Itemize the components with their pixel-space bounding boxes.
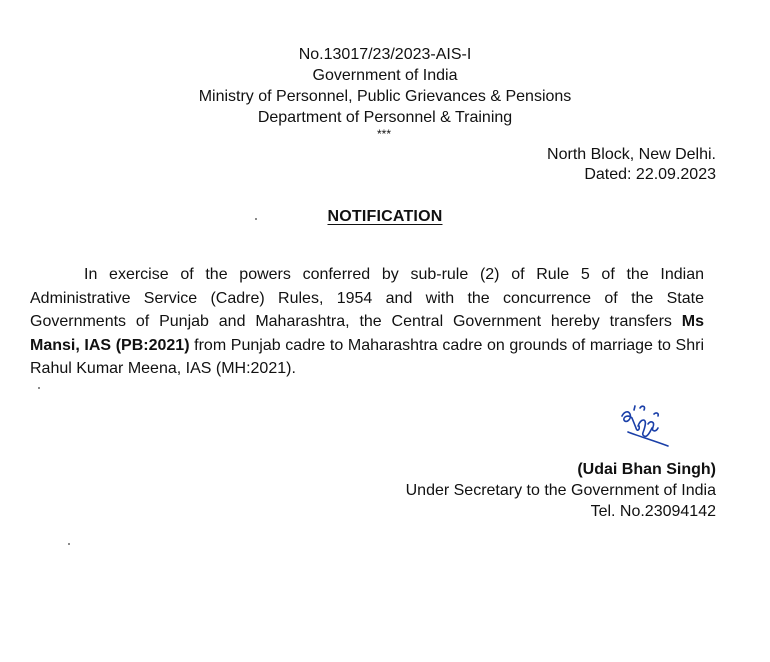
letterhead	[0, 44, 770, 140]
signature-block	[406, 459, 716, 522]
scan-speck	[68, 543, 70, 545]
notification-body	[30, 263, 704, 381]
scan-speck	[38, 387, 40, 389]
signatory-name: (Udai Bhan Singh)	[577, 461, 716, 478]
document-title: NOTIFICATION	[327, 208, 443, 225]
handwritten-signature	[614, 402, 670, 450]
signatory-designation: Under Secretary to the Government of India	[405, 482, 716, 499]
department-name: Department of Personnel & Training	[257, 109, 513, 126]
location: North Block, New Delhi.	[547, 146, 716, 163]
signatory-telephone: Tel. No.23094142	[590, 503, 716, 520]
separator-stars: ***	[376, 127, 391, 141]
officer-name: Ms Mansi, IAS (PB:2021)	[30, 313, 704, 354]
date: Dated: 22.09.2023	[584, 166, 716, 183]
address-block	[547, 145, 716, 185]
ministry-name: Ministry of Personnel, Public Grievances & Pensions	[198, 88, 572, 105]
body-text-part1: In exercise of the powers conferred by sub-rule (2) of Rule 5 of the Indian Administrative Service (Cadre) Rules, 1954 and with the concurrence of the State Governments of Punjab and Maharashtra, the Central Government hereby transfers	[30, 266, 704, 330]
scan-speck	[255, 218, 257, 220]
government-name: Government of India	[312, 67, 458, 84]
body-text-part2: from Punjab cadre to Maharashtra cadre on grounds of marriage to Shri Rahul Kumar Meena, IAS (MH:2021).	[30, 336, 705, 377]
file-number: No.13017/23/2023-AIS-I	[298, 46, 472, 63]
